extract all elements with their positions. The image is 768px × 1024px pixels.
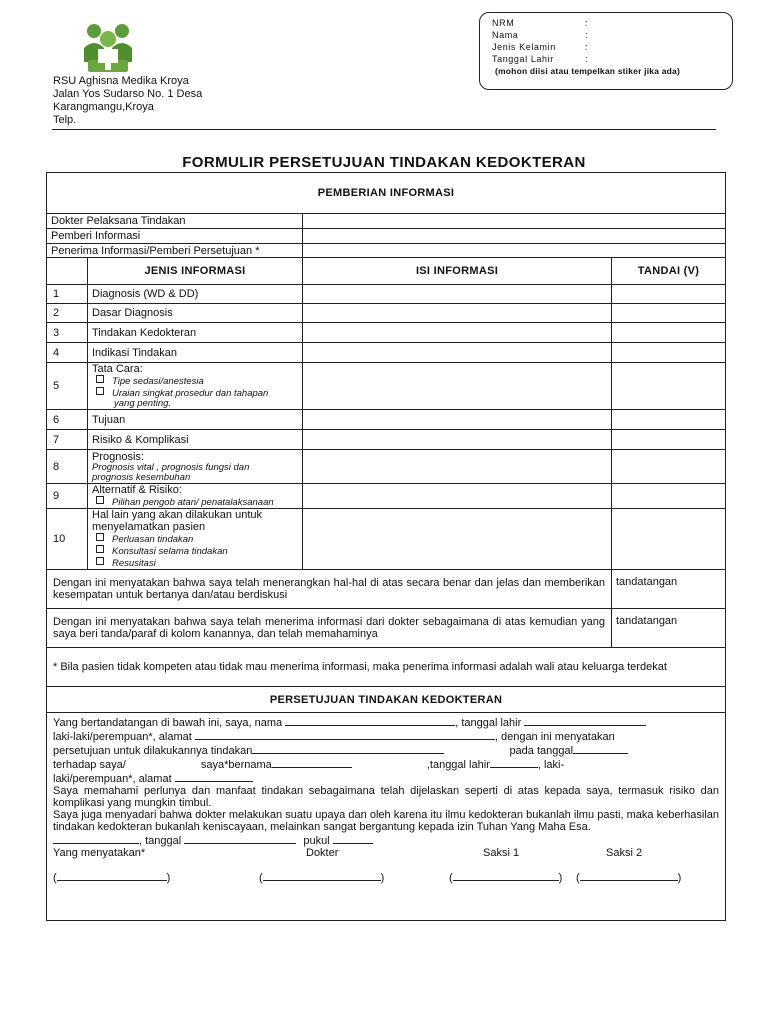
signer-doctor-label: Dokter bbox=[306, 847, 339, 859]
hospital-logo-icon bbox=[80, 22, 136, 74]
isi-field[interactable] bbox=[303, 430, 612, 450]
row-number: 6 bbox=[47, 410, 88, 430]
sub-item: Prognosis vital , prognosis fungsi dan bbox=[92, 461, 250, 473]
witness1-signature-field[interactable]: ( ) bbox=[449, 872, 563, 884]
patient-id-box bbox=[479, 12, 733, 90]
row-label: Risiko & Komplikasi bbox=[88, 430, 303, 450]
signer-witness2-label: Saksi 2 bbox=[606, 847, 643, 859]
hospital-name: RSU Aghisna Medika Kroya bbox=[53, 75, 189, 87]
place-field[interactable] bbox=[53, 833, 139, 844]
field-nrm[interactable]: NRM : bbox=[492, 18, 588, 28]
row-number: 7 bbox=[47, 430, 88, 450]
row-number: 10 bbox=[47, 509, 88, 570]
sub-item: Pilihan pengob atan/ penatalaksanaan bbox=[92, 496, 298, 508]
tandai-field[interactable] bbox=[612, 450, 726, 484]
sub-item: Konsultasi selama tindakan bbox=[92, 545, 298, 557]
checkbox-icon[interactable] bbox=[96, 533, 104, 541]
row-number: 8 bbox=[47, 450, 88, 484]
tandai-field[interactable] bbox=[612, 285, 726, 304]
field-nama[interactable]: Nama : bbox=[492, 30, 588, 40]
col-header-tandai: TANDAI (V) bbox=[612, 258, 726, 285]
table-row bbox=[47, 410, 726, 430]
informer-name-field[interactable] bbox=[303, 229, 726, 244]
isi-field[interactable] bbox=[303, 343, 612, 363]
witness2-signature-field[interactable]: ( ) bbox=[576, 872, 682, 884]
checkbox-icon[interactable] bbox=[96, 375, 104, 383]
recipient-name-field[interactable] bbox=[303, 244, 726, 258]
isi-field[interactable] bbox=[303, 450, 612, 484]
row-number: 3 bbox=[47, 323, 88, 343]
people-label-recipient: Penerima Informasi/Pemberi Persetujuan * bbox=[47, 244, 303, 258]
row-label: Tata Cara: bbox=[92, 363, 143, 375]
table-row bbox=[47, 509, 726, 570]
consent-paragraph-2: Saya juga menyadari bahwa dokter melakukan suatu upaya dan oleh karena itu ilmu kedokteran bukanlah ilmu pasti, maka keberhasilan tindakan kedokteran bukanlah keniscayaan, melainkan sangat bergantung kepada izin Tuhan Yang Maha Esa. bbox=[53, 809, 720, 833]
people-label-informer: Pemberi Informasi bbox=[47, 229, 303, 244]
row-label: Prognosis: bbox=[92, 450, 144, 463]
info-section-heading: PEMBERIAN INFORMASI bbox=[47, 173, 726, 214]
field-jenis-kelamin[interactable]: Jenis Kelamin : bbox=[492, 42, 588, 52]
footnote: * Bila pasien tidak kompeten atau tidak mau menerima informasi, maka penerima informasi adalah wali atau keluarga terdekat bbox=[47, 648, 726, 687]
address-field[interactable] bbox=[195, 729, 495, 740]
hospital-info bbox=[53, 75, 202, 127]
table-row bbox=[47, 363, 726, 410]
row-label: Diagnosis (WD & DD) bbox=[88, 285, 303, 304]
signature-lines bbox=[53, 870, 719, 894]
col-header-no bbox=[47, 258, 88, 285]
table-row bbox=[47, 430, 726, 450]
consent-line: Yang bertandatangan di bawah ini, saya, nama , tanggal lahir bbox=[53, 715, 719, 729]
row-number: 9 bbox=[47, 484, 88, 509]
date-field[interactable] bbox=[184, 833, 296, 844]
procedure-field[interactable] bbox=[252, 743, 444, 754]
hospital-phone: Telp. bbox=[53, 114, 77, 126]
hospital-address-2: Karangmangu,Kroya bbox=[53, 101, 154, 113]
other-name-field[interactable] bbox=[272, 757, 352, 768]
tandai-field[interactable] bbox=[612, 323, 726, 343]
consent-line: laki/perempuan*, alamat bbox=[53, 771, 719, 785]
row-label-cell bbox=[88, 484, 303, 509]
signature-label: tandatangan bbox=[616, 615, 678, 627]
tandai-field[interactable] bbox=[612, 484, 726, 509]
consent-line: persetujuan untuk dilakukannya tindakan pada tanggal bbox=[53, 743, 719, 757]
row-number: 4 bbox=[47, 343, 88, 363]
row-label: Indikasi Tindakan bbox=[88, 343, 303, 363]
procedure-date-field[interactable] bbox=[573, 743, 628, 754]
table-row bbox=[47, 304, 726, 323]
row-label: Tujuan bbox=[88, 410, 303, 430]
col-header-jenis: JENIS INFORMASI bbox=[88, 258, 303, 285]
people-label-doctor: Dokter Pelaksana Tindakan bbox=[47, 214, 303, 229]
consent-body bbox=[47, 713, 726, 921]
isi-field[interactable] bbox=[303, 363, 612, 410]
table-row bbox=[47, 343, 726, 363]
patient-statement: Dengan ini menyatakan bahwa saya telah menerima informasi dari dokter sebagaimana di atas kemudian yang saya beri tanda/paraf di kolom kanannya, dan telah memahaminya bbox=[47, 609, 612, 648]
patient-box-note: (mohon diisi atau tempelkan stiker jika ada) bbox=[495, 66, 680, 76]
row-label-cell bbox=[88, 450, 303, 484]
other-birthdate-field[interactable] bbox=[490, 757, 538, 768]
form-title: FORMULIR PERSETUJUAN TINDAKAN KEDOKTERAN bbox=[182, 154, 586, 171]
tandai-field[interactable] bbox=[612, 363, 726, 410]
row-label: Alternatif & Risiko: bbox=[92, 484, 182, 496]
tandai-field[interactable] bbox=[612, 343, 726, 363]
sub-item: Perluasan tindakan bbox=[92, 533, 298, 545]
signature-label: tandatangan bbox=[616, 576, 678, 588]
row-number: 2 bbox=[47, 304, 88, 323]
isi-field[interactable] bbox=[303, 323, 612, 343]
field-tanggal-lahir[interactable]: Tanggal Lahir : bbox=[492, 54, 588, 64]
consent-line: laki-laki/perempuan*, alamat , dengan ini menyatakan bbox=[53, 731, 615, 743]
table-row bbox=[47, 450, 726, 484]
time-field[interactable] bbox=[333, 833, 373, 844]
col-header-isi: ISI INFORMASI bbox=[303, 258, 612, 285]
consent-form-table bbox=[46, 172, 726, 921]
row-number: 5 bbox=[47, 363, 88, 410]
row-label: Tindakan Kedokteran bbox=[88, 323, 303, 343]
doctor-statement: Dengan ini menyatakan bahwa saya telah menerangkan hal-hal di atas secara benar dan jelas dan memberikan kesempatan untuk bertanya dan/atau berdiskusi bbox=[47, 570, 612, 609]
isi-field[interactable] bbox=[303, 484, 612, 509]
date-time-line: , tanggal pukul bbox=[53, 833, 719, 847]
tandai-field[interactable] bbox=[612, 410, 726, 430]
doctor-name-field[interactable] bbox=[303, 214, 726, 229]
checkbox-icon[interactable] bbox=[96, 387, 104, 395]
consent-section-heading: PERSETUJUAN TINDAKAN KEDOKTERAN bbox=[47, 687, 726, 713]
tandai-field[interactable] bbox=[612, 509, 726, 570]
signer-labels bbox=[53, 847, 719, 862]
row-label: Hal lain yang akan dilakukan untuk bbox=[92, 509, 263, 521]
sub-item-cont: yang penting. bbox=[114, 398, 172, 409]
signer-declarant-label: Yang menyatakan* bbox=[53, 847, 146, 859]
sub-item: prognosis kesembuhan bbox=[92, 471, 191, 483]
name-field[interactable] bbox=[285, 715, 455, 726]
isi-field[interactable] bbox=[303, 285, 612, 304]
isi-field[interactable] bbox=[303, 410, 612, 430]
header-divider bbox=[52, 129, 716, 130]
consent-paragraph-1: Saya memahami perlunya dan manfaat tindakan sebagaimana telah dijelaskan seperti di atas kepada saya, termasuk risiko dan komplikasi yang mungkin timbul. bbox=[53, 785, 720, 809]
declarant-signature-field[interactable]: ( ) bbox=[53, 872, 171, 884]
doctor-signature-line[interactable]: ( ) bbox=[259, 872, 385, 884]
checkbox-icon[interactable] bbox=[96, 545, 104, 553]
patient-signature-field[interactable] bbox=[612, 609, 726, 648]
tandai-field[interactable] bbox=[612, 430, 726, 450]
table-row bbox=[47, 484, 726, 509]
doctor-signature-field[interactable] bbox=[612, 570, 726, 609]
consent-line: terhadap saya/ saya*bernama ,tanggal lahir , laki- bbox=[53, 759, 565, 771]
isi-field[interactable] bbox=[303, 304, 612, 323]
table-row bbox=[47, 285, 726, 304]
row-label: Dasar Diagnosis bbox=[88, 304, 303, 323]
hospital-address-1: Jalan Yos Sudarso No. 1 Desa bbox=[53, 88, 203, 100]
signer-witness1-label: Saksi 1 bbox=[483, 847, 520, 859]
row-number: 1 bbox=[47, 285, 88, 304]
isi-field[interactable] bbox=[303, 509, 612, 570]
table-row bbox=[47, 323, 726, 343]
sub-item: Resusitasi bbox=[92, 557, 298, 569]
row-label-cell bbox=[88, 509, 303, 570]
row-label-cont: menyelamatkan pasien bbox=[92, 521, 206, 533]
checkbox-icon[interactable] bbox=[96, 557, 104, 565]
other-address-field[interactable] bbox=[175, 771, 253, 782]
tandai-field[interactable] bbox=[612, 304, 726, 323]
sub-item: Uraian singkat prosedur dan tahapan bbox=[92, 387, 298, 399]
sub-item: Tipe sedasi/anestesia bbox=[92, 375, 298, 387]
checkbox-icon[interactable] bbox=[96, 496, 104, 504]
birthdate-field[interactable] bbox=[524, 715, 646, 726]
row-label-cell bbox=[88, 363, 303, 410]
